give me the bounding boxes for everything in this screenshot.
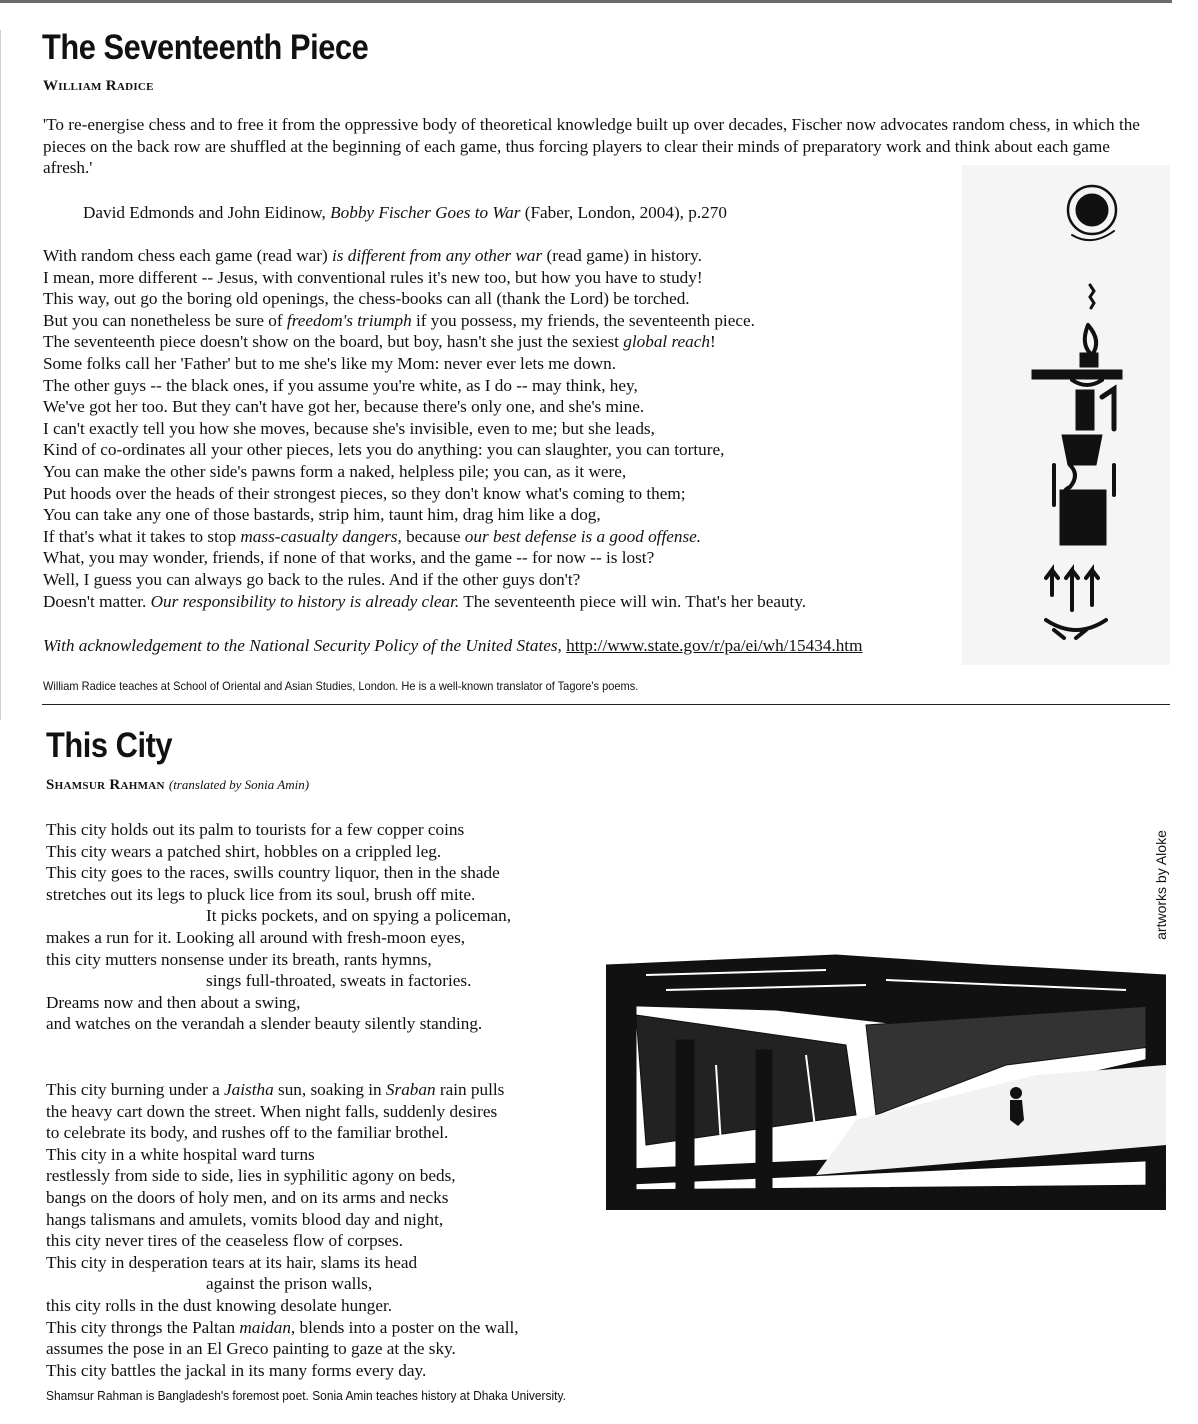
poem-line: If that's what it takes to stop mass-casualty dangers, because our best defense is a good offense. [43, 526, 702, 546]
city-street-artwork [606, 945, 1166, 1210]
poem-line: This city in desperation tears at its hair, slams its head [46, 1252, 418, 1272]
poem-line: against the prison walls, [206, 1274, 373, 1294]
poem-line: This city burning under a Jaistha sun, soaking in Sraban rain pulls [46, 1080, 505, 1099]
artwork-credit [1146, 820, 1176, 950]
poem-line: to celebrate its body, and rushes off to the familiar brothel. [46, 1123, 449, 1143]
poem-line: Put hoods over the heads of their strongest pieces, so they don't know what's coming to them; [43, 483, 686, 503]
citation-details: (Faber, London, 2004), p.270 [520, 203, 727, 222]
emphasis: mass-casualty dangers, [240, 526, 402, 546]
poem2-author-bio: Shamsur Rahman is Bangladesh's foremost poet. Sonia Amin teaches history at Dhaka University. [46, 1388, 566, 1403]
poem-line: This city in a white hospital ward turns [46, 1144, 315, 1164]
poem-line: Well, I guess you can always go back to the rules. And if the other guys don't? [43, 569, 581, 589]
emphasis: is different from any other war [331, 246, 543, 265]
poem2-stanza-2 [46, 1079, 519, 1381]
poem-line: stretches out its legs to pluck lice from its soul, brush off mite. [46, 884, 476, 904]
poem-line: Kind of co-ordinates all your other pieces, lets you do anything: you can slaughter, you can torture, [43, 440, 725, 460]
acknowledgement-link[interactable]: http://www.state.gov/r/pa/ei/wh/15434.htm [566, 636, 863, 655]
citation-authors: David Edmonds and John Eidinow, [83, 203, 331, 222]
poem-line: With random chess each game (read war) is different from any other war (read game) in history. [43, 246, 702, 265]
poem-line: We've got her too. But they can't have got her, because there's only one, and she's mine. [43, 397, 645, 417]
poem-line: You can make the other side's pawns form a naked, helpless pile; you can, as it were, [43, 461, 627, 481]
poem-line: this city mutters nonsense under its breath, rants hymns, [46, 949, 432, 969]
poem-line: this city rolls in the dust knowing desolate hunger. [46, 1295, 393, 1315]
poem1-acknowledgement [43, 635, 862, 657]
poem1-author-bio: William Radice teaches at School of Oriental and Asian Studies, London. He is a well-known translator of Tagore's poems. [43, 679, 639, 693]
poem-line: bangs on the doors of holy men, and on its arms and necks [46, 1187, 449, 1207]
top-rule [0, 0, 1172, 3]
poem-line: the heavy cart down the street. When night falls, suddenly desires [46, 1101, 498, 1121]
chess-piece-artwork [962, 165, 1170, 665]
poem-line: restlessly from side to side, lies in syphilitic agony on beds, [46, 1166, 456, 1186]
poem-line: this city never tires of the ceaseless flow of corpses. [46, 1231, 404, 1251]
acknowledgement-text: With acknowledgement to the National Security Policy of the United States, [43, 636, 567, 655]
poem1-title: The Seventeenth Piece [42, 28, 369, 67]
poem-line: It picks pockets, and on spying a policeman, [206, 906, 512, 926]
citation-book-title: Bobby Fischer Goes to War [330, 203, 521, 222]
poem2-translator: (translated by Sonia Amin) [168, 777, 310, 792]
left-margin-rule [0, 30, 1, 720]
poem-line: But you can nonetheless be sure of freedom's triumph if you possess, my friends, the seventeenth piece. [43, 310, 755, 330]
emphasis: maidan [239, 1317, 291, 1337]
poem-line: Doesn't matter. Our responsibility to history is already clear. The seventeenth piece will win. That's her beauty. [43, 591, 807, 611]
poem-line: assumes the pose in an El Greco painting to gaze at the sky. [46, 1339, 456, 1359]
poem1-citation [83, 202, 727, 224]
poem-line: This city battles the jackal in its many forms every day. [46, 1360, 427, 1380]
poem-line: You can take any one of those bastards, strip him, taunt him, drag him like a dog, [43, 505, 601, 525]
emphasis: global reach [623, 332, 710, 352]
poem1-body [43, 245, 806, 612]
poem-line: What, you may wonder, friends, if none of that works, and the game -- for now -- is lost? [43, 548, 655, 568]
poem-line: This way, out go the boring old openings, the chess-books can all (thank the Lord) be torched. [43, 289, 690, 309]
poem-line: and watches on the verandah a slender beauty silently standing. [46, 1014, 483, 1034]
poem-line: The other guys -- the black ones, if you assume you're white, as I do -- may think, hey, [43, 375, 638, 395]
poem-line: hangs talismans and amulets, vomits blood day and night, [46, 1209, 444, 1229]
poem-line: This city throngs the Paltan maidan, blends into a poster on the wall, [46, 1317, 519, 1337]
poem-line: makes a run for it. Looking all around with fresh-moon eyes, [46, 927, 466, 947]
poem2-title: This City [46, 726, 173, 765]
poem-line: I can't exactly tell you how she moves, because she's invisible, even to me; but she leads, [43, 418, 655, 438]
poem2-author-name: Shamsur Rahman [46, 777, 165, 793]
poem2-author [46, 777, 309, 794]
poem2-stanza-1 [46, 819, 511, 1035]
poem-line: This city holds out its palm to tourists for a few copper coins [46, 820, 465, 839]
emphasis: freedom's triumph [286, 310, 412, 330]
poem1-epigraph: 'To re-energise chess and to free it from the oppressive body of theoretical knowledge built up over decades, Fischer now advocates random chess, in which the pieces on the back row are shuffled at the beginning of each game, thus forcing players to clear their minds of preparatory work and think about each game afresh.' [43, 115, 1140, 178]
emphasis: Sraban [385, 1080, 436, 1099]
poem-line: The seventeenth piece doesn't show on the board, but boy, hasn't she just the sexiest global reach! [43, 332, 716, 352]
section-divider [42, 704, 1170, 705]
poem-line: This city goes to the races, swills country liquor, then in the shade [46, 863, 500, 883]
artwork-credit-text: artworks by Aloke [1153, 830, 1169, 940]
poem1-author: William Radice [43, 78, 154, 94]
emphasis: Our responsibility to history is already clear. [150, 591, 460, 611]
poem-line: Dreams now and then about a swing, [46, 992, 301, 1012]
poem-line: This city wears a patched shirt, hobbles on a crippled leg. [46, 841, 442, 861]
poem-line: sings full-throated, sweats in factories. [206, 971, 472, 991]
poem-line: Some folks call her 'Father' but to me she's like my Mom: never ever lets me down. [43, 353, 617, 373]
emphasis: Jaistha [224, 1080, 274, 1099]
emphasis: our best defense is a good offense. [464, 526, 702, 546]
poem-line: I mean, more different -- Jesus, with conventional rules it's new too, but how you have to study! [43, 267, 703, 287]
